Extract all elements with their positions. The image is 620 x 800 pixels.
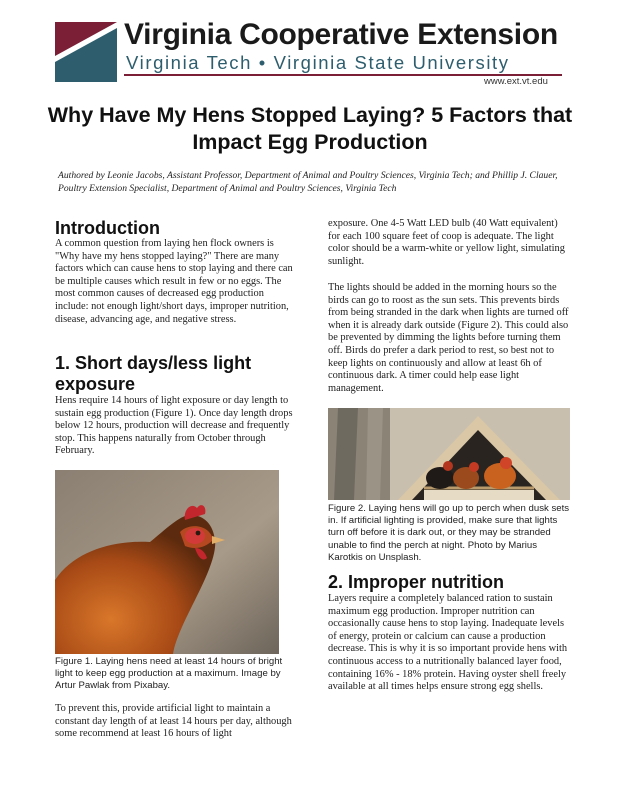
introduction-heading: Introduction [55,218,160,238]
hens-perch-photo [328,408,570,500]
section2-text: Layers require a completely balanced ration to sustain maximum egg production. Improper nutrition can occasionally cause hens to stop laying. Inadequate levels of energy, protein or calcium can cause a production decrease. This is why it is so important provide hens with continuous access to a nutritionally balanced layer food, containing 16% - 18% protein. Having oyster shell freely available at all times helps ensure strong egg shells. [328,593,568,693]
extension-url[interactable]: www.ext.vt.edu [484,76,548,87]
introduction-text: A common question from laying hen flock owners is "Why have my hens stopped laying?" There are many factors which can cause hens to stop laying and there can be multiple causes which result in few or no eggs. The most common causes of decreased egg production include: not enough light/short days, improper nutrition, disease, advancing age, and negative stress. [55,238,293,325]
authors-line: Authored by Leonie Jacobs, Assistant Professor, Department of Animal and Poultry Sciences, Virginia Tech; and Phillip J. Clauer, Poultry Extension Specialist, Department of Animal and Poultry Sciences, Virginia Tech [58,170,558,194]
section1-text4: The lights should be added in the morning hours so the birds can go to roost as the sun sets. This prevents birds from being stranded in the dark when lights are turned off when it is already dark outside (Figure 2). This could also be prevented by dimming the lights before turning them off. Birds do prefer a dark period to rest, so best not to keep lights on continuously and allow at least 6h of continuous dark. A timer could help ease light management. [328,282,569,394]
document-title: Why Have My Hens Stopped Laying? 5 Factors that Impact Egg Production [47,103,573,154]
section1-text: Hens require 14 hours of light exposure or day length to sustain egg production (Figure 1). Once day length drops below 12 hours, production will decrease and frequently stop. This happens naturally from October through February. [55,395,293,457]
hen-photo [55,470,279,654]
section1-text2: To prevent this, provide artificial light to maintain a constant day length of at least 14 hours per day, although some recommend at least 16 hours of light [55,703,292,740]
vce-logo-mark [55,22,117,82]
figure2-caption: Figure 2. Laying hens will go up to perch when dusk sets in. If artificial lighting is provided, make sure that lights turn off before it is dark out, or they may be stranded unable to find the perch at night. Photo by Marius Karotkis on Unsplash. [328,503,570,563]
section2-heading: 2. Improper nutrition [328,572,505,592]
section1-text3: exposure. One 4-5 Watt LED bulb (40 Watt equivalent) for each 100 square feet of coop is adequate. The light color should be a warm-white or yellow light, simulating sunlight. [328,218,565,267]
section1-heading: 1. Short days/less light exposure [55,353,252,394]
universities-line: Virginia Tech • Virginia State University [126,52,510,73]
org-name: Virginia Cooperative Extension [124,18,558,51]
figure1-caption: Figure 1. Laying hens need at least 14 hours of bright light to keep egg production at a maximum. Image by Artur Pawlak from Pixabay. [55,656,283,692]
